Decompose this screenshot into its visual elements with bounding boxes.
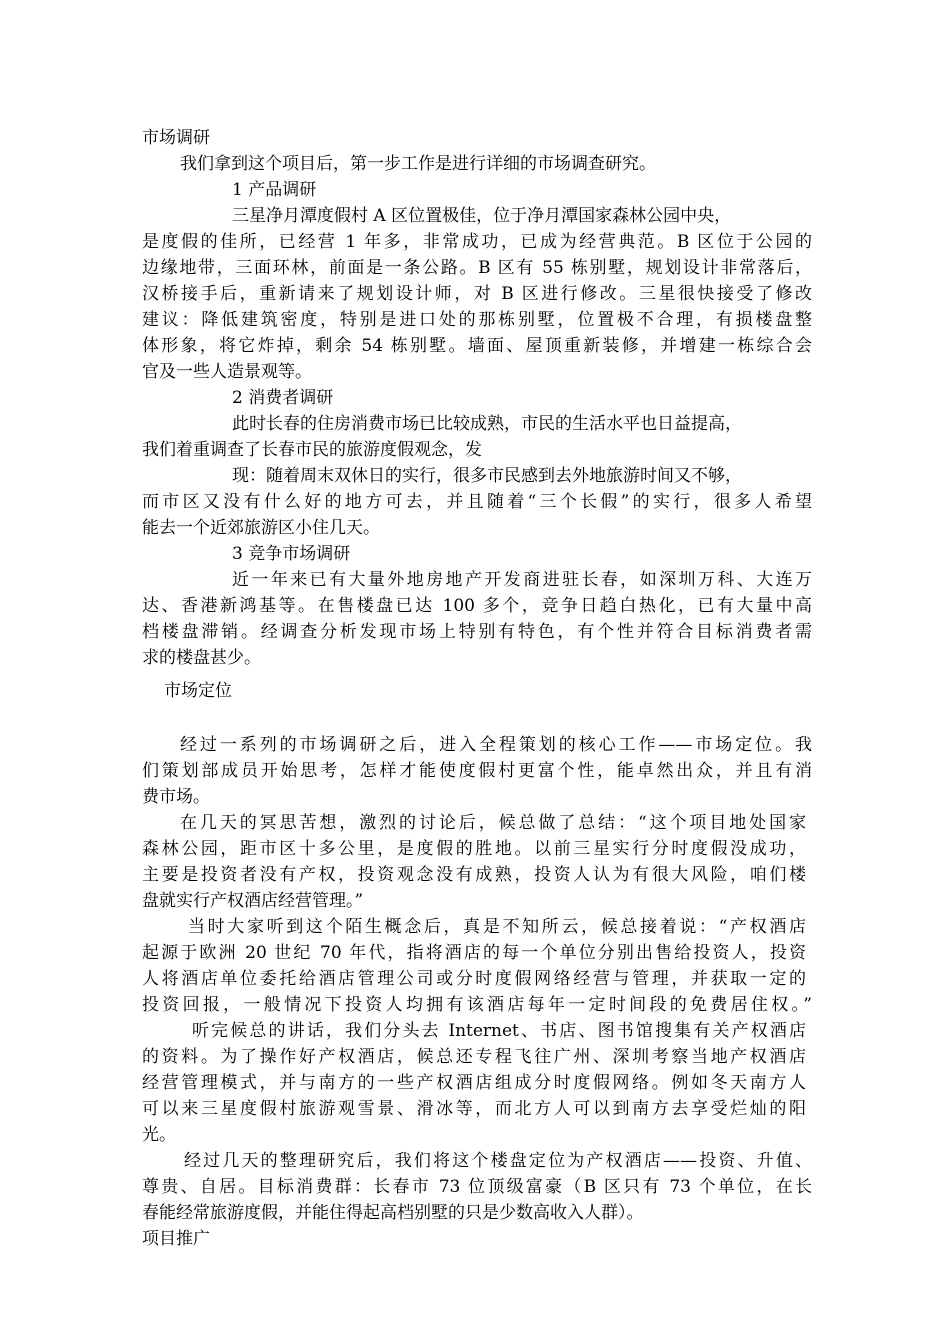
- paragraph-line: 经过几天的整理研究后，我们将这个楼盘定位为产权酒店——投资、升值、: [184, 1151, 812, 1171]
- subheading-product-research: 1 产品调研: [232, 180, 317, 200]
- paragraph-line: 当时大家听到这个陌生概念后，真是不知所云，候总接着说：“产权酒店: [188, 917, 806, 937]
- subheading-consumer-research: 2 消费者调研: [232, 388, 334, 408]
- paragraph-line: 主要是投资者没有产权，投资观念没有成熟，投资人认为有很大风险，咱们楼: [142, 865, 806, 885]
- paragraph-line: 现：随着周末双休日的实行，很多市民感到去外地旅游时间又不够，: [232, 466, 742, 486]
- paragraph-line: 而市区又没有什么好的地方可去，并且随着“三个长假”的实行，很多人希望: [142, 492, 812, 512]
- paragraph-line: 求的楼盘甚少。: [142, 648, 261, 668]
- paragraph-line: 在几天的冥思苦想，激烈的讨论后，候总做了总结：“这个项目地处国家: [180, 813, 806, 833]
- paragraph-line: 投资回报，一般情况下投资人均拥有该酒店每年一定时间段的免费居住权。”: [142, 995, 812, 1015]
- paragraph-line: 可以来三星度假村旅游观雪景、滑冰等，而北方人可以到南方去享受烂灿的阳: [142, 1099, 806, 1119]
- paragraph-line: 近一年来已有大量外地房地产开发商进驻长春，如深圳万科、大连万: [232, 570, 812, 590]
- paragraph-line: 体形象，将它炸掉，剩余 54 栋别墅。墙面、屋顶重新装修，并增建一栋综合会: [142, 336, 812, 356]
- paragraph-line: 光。: [142, 1125, 176, 1145]
- paragraph-line: 我们拿到这个项目后，第一步工作是进行详细的市场调查研究。: [180, 154, 656, 174]
- paragraph-line: 们策划部成员开始思考，怎样才能使度假村更富个性，能卓然出众，并且有消: [142, 761, 812, 781]
- heading-market-positioning: 市场定位: [164, 681, 232, 701]
- paragraph-line: 森林公园，距市区十多公里，是度假的胜地。以前三星实行分时度假没成功，: [142, 839, 806, 859]
- paragraph-line: 官及一些人造景观等。: [142, 362, 312, 382]
- paragraph-line: 三星净月潭度假村 A 区位置极佳，位于净月潭国家森林公园中央，: [232, 206, 732, 226]
- paragraph-line: 是度假的佳所，已经营 1 年多，非常成功，已成为经营典范。B 区位于公园的: [142, 232, 812, 252]
- heading-market-research: 市场调研: [142, 128, 210, 148]
- paragraph-line: 边缘地带，三面环林，前面是一条公路。B 区有 55 栋别墅，规划设计非常落后，: [142, 258, 812, 278]
- paragraph-line: 起源于欧洲 20 世纪 70 年代，指将酒店的每一个单位分别出售给投资人，投资: [142, 943, 806, 963]
- paragraph-line: 经过一系列的市场调研之后，进入全程策划的核心工作——市场定位。我: [180, 735, 812, 755]
- paragraph-line: 我们着重调查了长春市民的旅游度假观念，发: [142, 440, 482, 460]
- paragraph-line: 此时长春的住房消费市场已比较成熟，市民的生活水平也日益提高，: [232, 414, 742, 434]
- paragraph-line: 听完候总的讲话，我们分头去 Internet、书店、图书馆搜集有关产权酒店: [192, 1021, 806, 1041]
- paragraph-line: 经营管理模式，并与南方的一些产权酒店组成分时度假网络。例如冬天南方人: [142, 1073, 806, 1093]
- paragraph-line: 春能经常旅游度假，并能住得起高档别墅的只是少数高收入人群）。: [142, 1203, 644, 1223]
- heading-project-promotion: 项目推广: [142, 1229, 210, 1249]
- paragraph-line: 费市场。: [142, 787, 210, 807]
- paragraph-line: 人将酒店单位委托给酒店管理公司或分时度假网络经营与管理，并获取一定的: [142, 969, 806, 989]
- paragraph-line: 的资料。为了操作好产权酒店，候总还专程飞往广州、深圳考察当地产权酒店: [142, 1047, 806, 1067]
- paragraph-line: 达、香港新鸿基等。在售楼盘已达 100 多个，竞争日趋白热化，已有大量中高: [142, 596, 812, 616]
- paragraph-line: 能去一个近郊旅游区小住几天。: [142, 518, 380, 538]
- paragraph-line: 汉桥接手后，重新请来了规划设计师，对 B 区进行修改。三星很快接受了修改: [142, 284, 812, 304]
- subheading-competition-research: 3 竞争市场调研: [232, 544, 351, 564]
- paragraph-line: 档楼盘滞销。经调查分析发现市场上特别有特色，有个性并符合目标消费者需: [142, 622, 812, 642]
- paragraph-line: 盘就实行产权酒店经营管理。”: [142, 891, 364, 911]
- paragraph-line: 尊贵、自居。目标消费群：长春市 73 位顶级富豪（B 区只有 73 个单位，在长: [142, 1177, 812, 1197]
- paragraph-line: 建议：降低建筑密度，特别是进口处的那栋别墅，位置极不合理，有损楼盘整: [142, 310, 812, 330]
